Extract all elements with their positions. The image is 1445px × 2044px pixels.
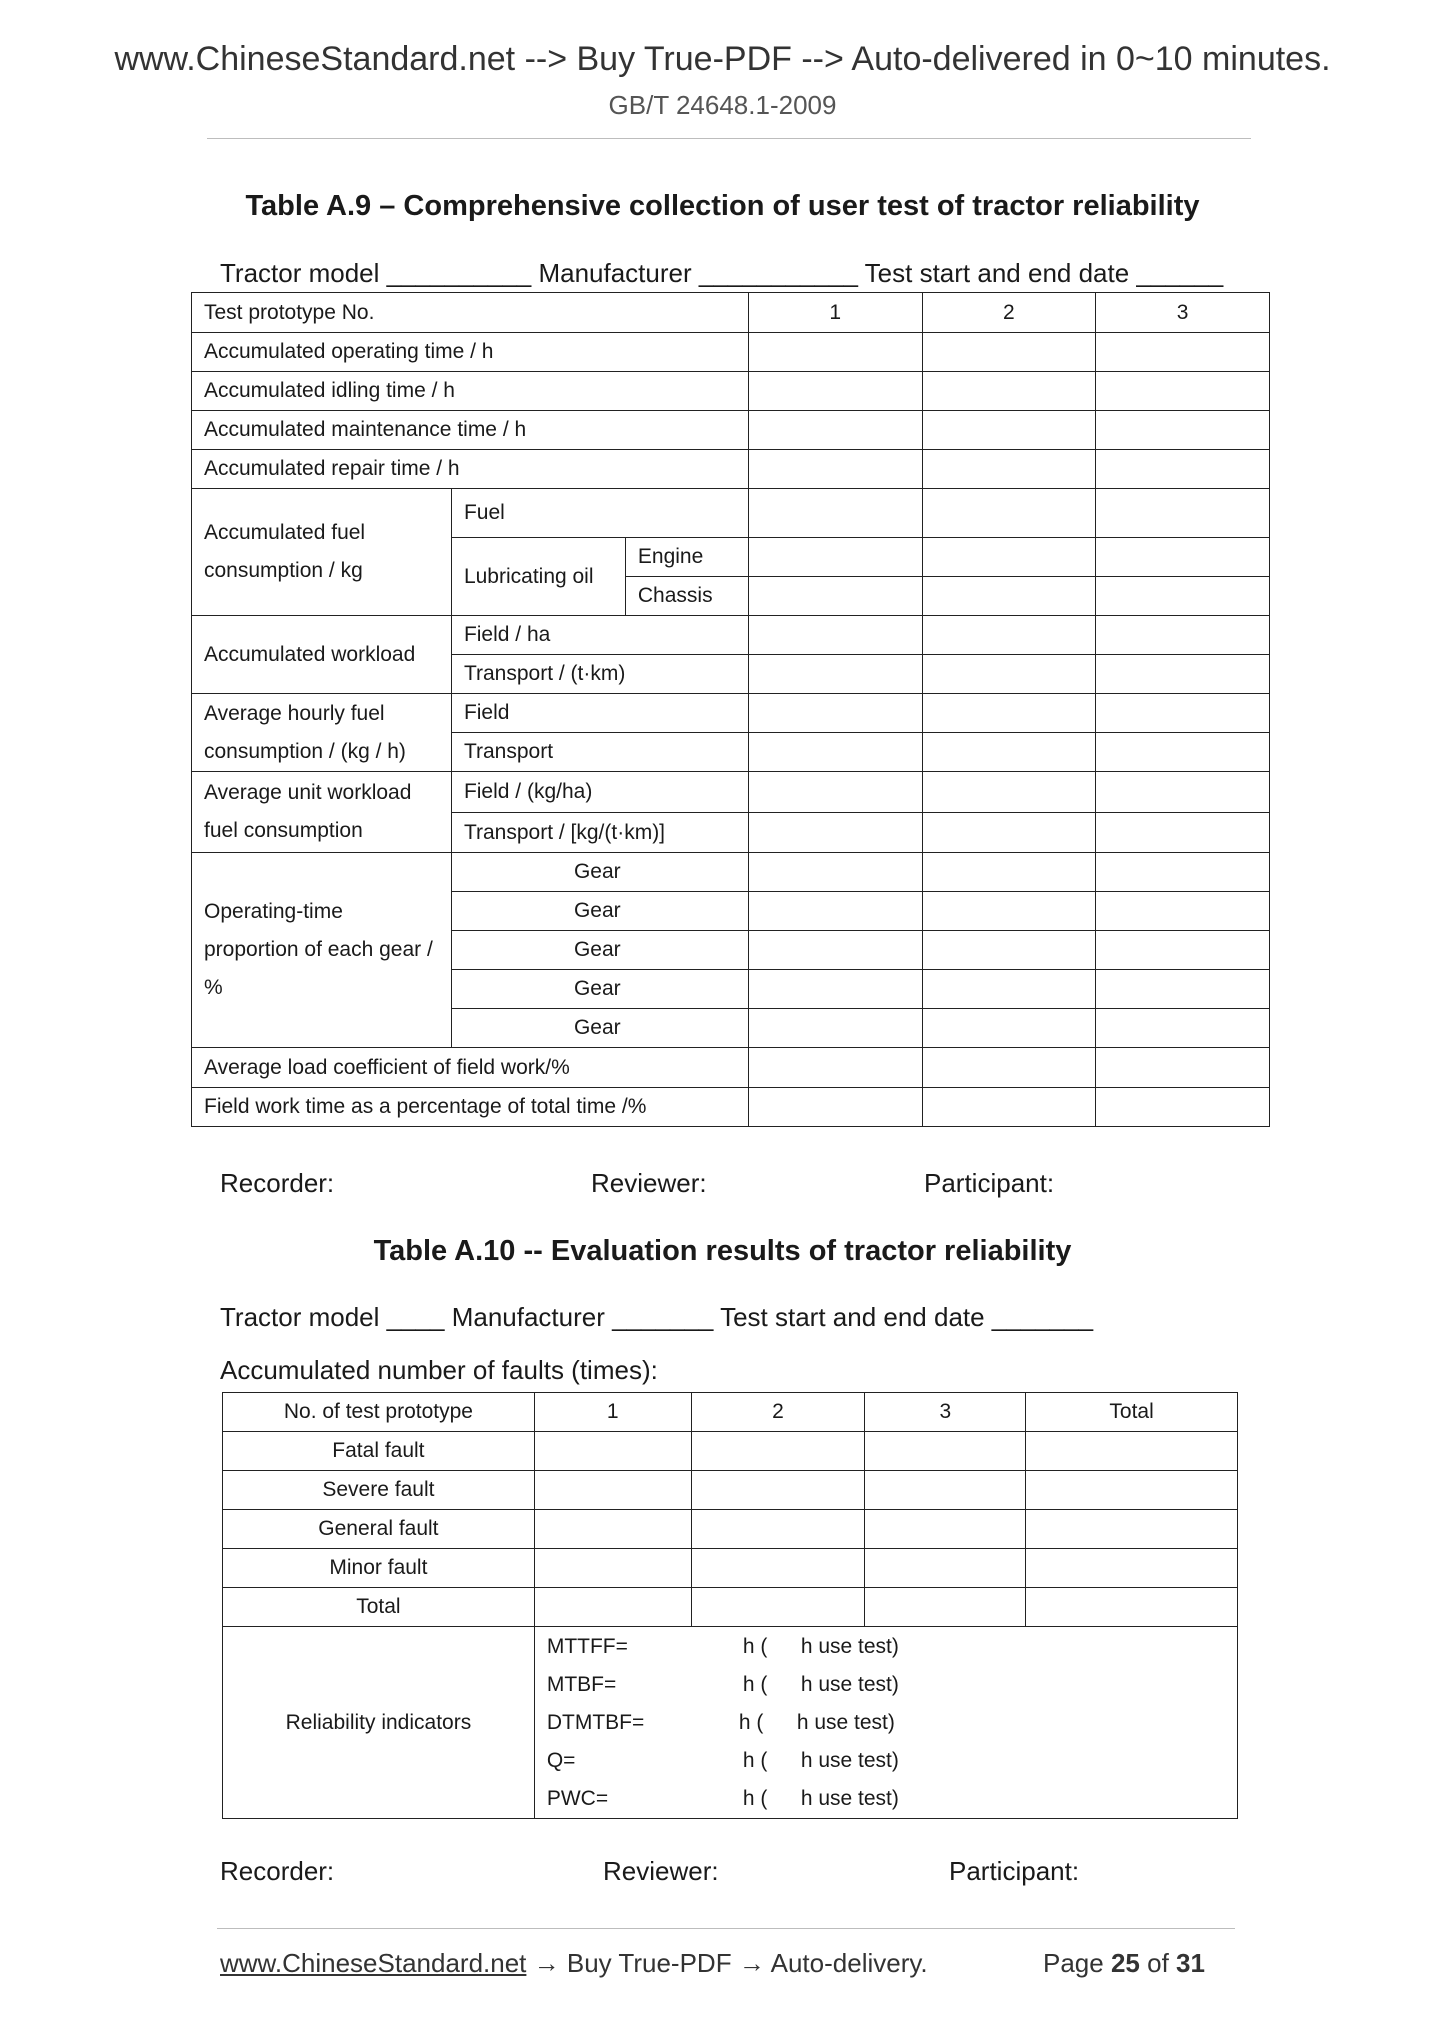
table-a9	[191, 292, 1270, 1127]
a10-recorder-label: Recorder:	[220, 1856, 335, 1886]
data-cell	[922, 813, 1096, 853]
col-header-3: 3	[865, 1393, 1026, 1432]
footer-buy: Buy True-PDF	[566, 1948, 732, 1978]
row-label: Gear	[451, 970, 748, 1009]
table-row	[192, 489, 1270, 538]
page-total: 31	[1176, 1948, 1205, 1978]
indicator-line	[535, 1666, 1237, 1704]
data-cell	[1096, 970, 1270, 1009]
header-banner: www.ChineseStandard.net --> Buy True-PDF --> Auto-delivered in 0~10 minutes.	[114, 40, 1331, 78]
data-cell	[748, 450, 922, 489]
indicators-cell	[534, 1627, 1237, 1819]
a9-participant-label: Participant:	[924, 1168, 1055, 1198]
data-cell	[748, 411, 922, 450]
data-cell	[1096, 655, 1270, 694]
data-cell	[1096, 1088, 1270, 1127]
row-label: Minor fault	[223, 1549, 535, 1588]
row-label: Transport / [kg/(t·km)]	[451, 813, 748, 853]
row-label: Gear	[451, 853, 748, 892]
data-cell	[1096, 577, 1270, 616]
data-cell	[865, 1510, 1026, 1549]
table-row	[192, 372, 1270, 411]
data-cell	[1096, 931, 1270, 970]
a10-participant-label: Participant:	[949, 1856, 1080, 1886]
indicator-hours: h (	[742, 1748, 768, 1772]
data-cell	[748, 892, 922, 931]
data-cell	[922, 655, 1096, 694]
table-row	[192, 616, 1270, 655]
footer-delivery: Auto-delivery.	[770, 1948, 928, 1978]
col-header-2: 2	[922, 293, 1096, 333]
data-cell	[922, 450, 1096, 489]
table-a9-info-line: Tractor model __________ Manufacturer ___________ Test start and end date ______	[220, 258, 1224, 288]
data-cell	[1096, 813, 1270, 853]
data-cell	[748, 1009, 922, 1048]
data-cell	[1096, 853, 1270, 892]
table-row	[192, 333, 1270, 372]
data-cell	[1026, 1588, 1238, 1627]
row-label: Chassis	[625, 577, 748, 616]
indicator-hours: h (	[742, 1786, 768, 1810]
data-cell	[691, 1588, 865, 1627]
data-cell	[922, 489, 1096, 538]
indicator-use: h use test)	[800, 1672, 899, 1696]
data-cell	[1096, 733, 1270, 772]
row-label: Accumulated maintenance time / h	[192, 411, 749, 450]
indicator-hours: h (	[738, 1710, 764, 1734]
table-a10-info-line: Tractor model ____ Manufacturer _______ Test start and end date _______	[220, 1302, 1094, 1332]
col-header-3: 3	[1096, 293, 1270, 333]
row-label: Field / (kg/ha)	[451, 772, 748, 813]
data-cell	[1096, 450, 1270, 489]
footer-divider	[217, 1928, 1235, 1929]
data-cell	[691, 1510, 865, 1549]
row-label: Field / ha	[451, 616, 748, 655]
indicator-name: MTBF=	[546, 1672, 617, 1696]
a10-reviewer-label: Reviewer:	[603, 1856, 719, 1886]
data-cell	[1096, 489, 1270, 538]
data-cell	[691, 1432, 865, 1471]
row-label: Accumulated repair time / h	[192, 450, 749, 489]
data-cell	[1096, 411, 1270, 450]
data-cell	[534, 1510, 691, 1549]
page-word: Page	[1043, 1948, 1104, 1978]
data-cell	[691, 1549, 865, 1588]
table-row	[192, 694, 1270, 733]
row-label: Average load coefficient of field work/%	[192, 1048, 749, 1088]
data-cell	[748, 1088, 922, 1127]
indicator-line	[535, 1780, 1237, 1818]
row-label: Gear	[451, 892, 748, 931]
row-label: Accumulated fuel consumption / kg	[192, 489, 452, 616]
indicator-name: DTMTBF=	[546, 1710, 645, 1734]
data-cell	[1026, 1549, 1238, 1588]
row-label: Accumulated operating time / h	[192, 333, 749, 372]
arrow-icon: →	[738, 1948, 765, 1978]
table-row	[192, 1088, 1270, 1127]
data-cell	[1096, 892, 1270, 931]
data-cell	[865, 1471, 1026, 1510]
data-cell	[1096, 694, 1270, 733]
data-cell	[1096, 772, 1270, 813]
data-cell	[1096, 538, 1270, 577]
indicator-name: PWC=	[546, 1786, 609, 1810]
faults-label: Accumulated number of faults (times):	[220, 1355, 658, 1385]
indicator-use: h use test)	[800, 1748, 899, 1772]
data-cell	[922, 616, 1096, 655]
header-label: No. of test prototype	[223, 1393, 535, 1432]
data-cell	[748, 733, 922, 772]
data-cell	[865, 1432, 1026, 1471]
row-label: Transport / (t·km)	[451, 655, 748, 694]
data-cell	[748, 853, 922, 892]
row-label: Field work time as a percentage of total time /%	[192, 1088, 749, 1127]
data-cell	[748, 813, 922, 853]
row-label: Fatal fault	[223, 1432, 535, 1471]
table-row	[223, 1432, 1238, 1471]
indicator-line	[535, 1704, 1237, 1742]
row-label: Field	[451, 694, 748, 733]
of-word: of	[1147, 1948, 1169, 1978]
data-cell	[922, 411, 1096, 450]
header-label: Test prototype No.	[192, 293, 749, 333]
table-row	[192, 853, 1270, 892]
data-cell	[748, 655, 922, 694]
row-label: Fuel	[451, 489, 748, 538]
indicator-name: Q=	[546, 1748, 576, 1772]
table-row	[192, 772, 1270, 813]
data-cell	[1026, 1471, 1238, 1510]
indicator-line	[535, 1742, 1237, 1780]
data-cell	[748, 970, 922, 1009]
data-cell	[922, 892, 1096, 931]
col-header-total: Total	[1026, 1393, 1238, 1432]
data-cell	[534, 1588, 691, 1627]
data-cell	[922, 853, 1096, 892]
data-cell	[748, 772, 922, 813]
row-label: Accumulated idling time / h	[192, 372, 749, 411]
row-label: Total	[223, 1588, 535, 1627]
data-cell	[748, 333, 922, 372]
col-header-1: 1	[748, 293, 922, 333]
row-label: Operating-time proportion of each gear / %	[192, 853, 452, 1048]
footer-link[interactable]: www.ChineseStandard.net	[220, 1948, 527, 1978]
data-cell	[748, 489, 922, 538]
data-cell	[1096, 1048, 1270, 1088]
row-label: Average unit workload fuel consumption	[192, 772, 452, 853]
data-cell	[1026, 1432, 1238, 1471]
reliability-label: Reliability indicators	[223, 1627, 535, 1819]
indicator-name: MTTFF=	[546, 1634, 628, 1658]
data-cell	[922, 733, 1096, 772]
data-cell	[534, 1549, 691, 1588]
data-cell	[922, 577, 1096, 616]
data-cell	[922, 1088, 1096, 1127]
indicator-use: h use test)	[800, 1634, 899, 1658]
arrow-icon: →	[533, 1948, 560, 1978]
row-label: Accumulated workload	[192, 616, 452, 694]
data-cell	[865, 1588, 1026, 1627]
row-label: Gear	[451, 931, 748, 970]
table-row	[223, 1393, 1238, 1432]
data-cell	[748, 616, 922, 655]
row-label: Engine	[625, 538, 748, 577]
data-cell	[748, 372, 922, 411]
data-cell	[1096, 333, 1270, 372]
data-cell	[1096, 1009, 1270, 1048]
table-row	[223, 1510, 1238, 1549]
col-header-2: 2	[691, 1393, 865, 1432]
table-a9-title: Table A.9 – Comprehensive collection of user test of tractor reliability	[245, 190, 1200, 222]
data-cell	[922, 931, 1096, 970]
data-cell	[748, 538, 922, 577]
row-label: Severe fault	[223, 1471, 535, 1510]
footer-promo	[220, 1948, 928, 1979]
row-label: Transport	[451, 733, 748, 772]
data-cell	[922, 1048, 1096, 1088]
table-row	[223, 1588, 1238, 1627]
data-cell	[922, 372, 1096, 411]
data-cell	[691, 1471, 865, 1510]
table-a10	[222, 1392, 1238, 1819]
indicator-use: h use test)	[796, 1710, 895, 1734]
table-row	[192, 293, 1270, 333]
data-cell	[748, 577, 922, 616]
data-cell	[1096, 616, 1270, 655]
data-cell	[1026, 1510, 1238, 1549]
indicator-hours: h (	[742, 1672, 768, 1696]
data-cell	[922, 772, 1096, 813]
row-label: General fault	[223, 1510, 535, 1549]
table-a10-title: Table A.10 -- Evaluation results of tractor reliability	[373, 1235, 1072, 1267]
header-divider	[207, 138, 1251, 139]
data-cell	[748, 1048, 922, 1088]
col-header-1: 1	[534, 1393, 691, 1432]
data-cell	[922, 970, 1096, 1009]
data-cell	[1096, 372, 1270, 411]
data-cell	[748, 931, 922, 970]
indicator-use: h use test)	[800, 1786, 899, 1810]
page-number: 25	[1110, 1948, 1140, 1978]
table-row	[192, 450, 1270, 489]
a9-reviewer-label: Reviewer:	[591, 1168, 707, 1198]
standard-number: GB/T 24648.1-2009	[608, 90, 837, 120]
data-cell	[748, 694, 922, 733]
table-row	[223, 1549, 1238, 1588]
indicator-line	[535, 1628, 1237, 1666]
table-row	[223, 1627, 1238, 1819]
table-row	[192, 411, 1270, 450]
data-cell	[534, 1432, 691, 1471]
row-label: Lubricating oil	[451, 538, 625, 616]
data-cell	[922, 694, 1096, 733]
data-cell	[865, 1549, 1026, 1588]
table-row	[223, 1471, 1238, 1510]
table-row	[192, 1048, 1270, 1088]
page-indicator	[1043, 1948, 1205, 1979]
data-cell	[922, 333, 1096, 372]
row-label: Average hourly fuel consumption / (kg / h)	[192, 694, 452, 772]
data-cell	[922, 1009, 1096, 1048]
row-label: Gear	[451, 1009, 748, 1048]
a9-recorder-label: Recorder:	[220, 1168, 335, 1198]
data-cell	[922, 538, 1096, 577]
data-cell	[534, 1471, 691, 1510]
indicator-hours: h (	[742, 1634, 768, 1658]
